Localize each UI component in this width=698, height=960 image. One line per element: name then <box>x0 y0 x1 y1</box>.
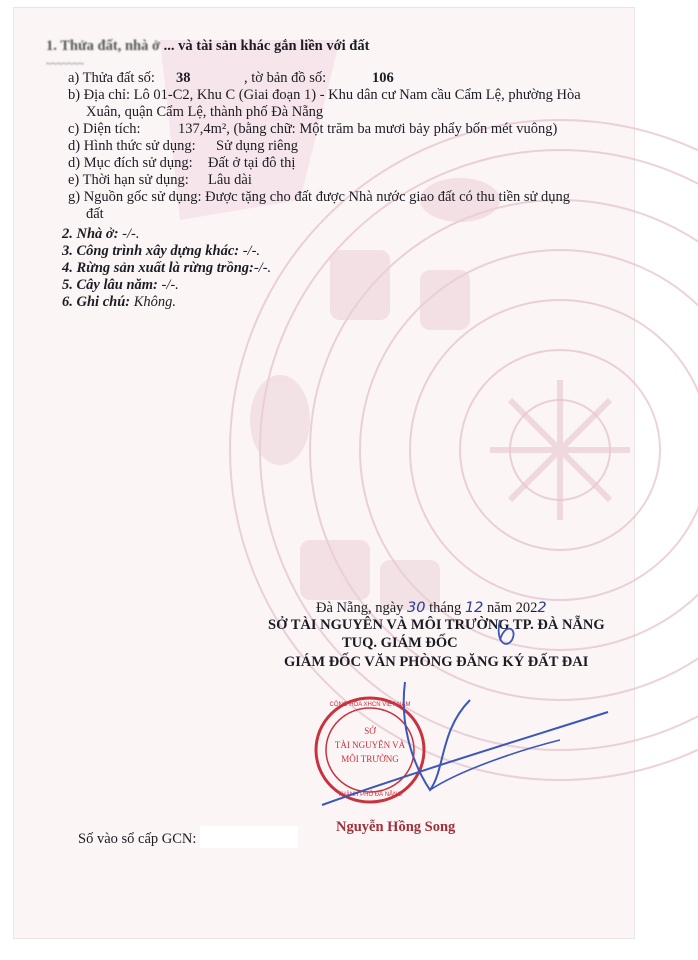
section-forest: 4. Rừng sản xuất là rừng trồng:-/-. <box>62 260 272 276</box>
redacted-register-number <box>200 826 298 848</box>
address-line-1: b) Địa chỉ: Lô 01-C2, Khu C (Giai đoạn 1) - Khu dân cư Nam cầu Cẩm Lệ, phường Hòa <box>68 87 581 103</box>
svg-text:THÀNH PHỐ ĐÀ NẴNG: THÀNH PHỐ ĐÀ NẴNG <box>337 792 403 798</box>
section-other-construction: 3. Công trình xây dựng khác: -/-. <box>62 243 261 259</box>
issue-date: Đà Nẵng, ngày 30 tháng 12 năm 2022 <box>316 600 547 616</box>
header-blurred-subline: ~~~~~~~ <box>46 59 84 70</box>
svg-text:SỞ: SỞ <box>364 726 376 736</box>
svg-text:CỘNG HÒA XHCN VIỆT NAM: CỘNG HÒA XHCN VIỆT NAM <box>329 702 411 708</box>
map-sheet-label: , tờ bản đồ số: <box>244 70 327 86</box>
usage-purpose-label: d) Mục đích sử dụng: <box>68 155 193 171</box>
gcn-register-label: Số vào sổ cấp GCN: <box>78 831 197 847</box>
usage-term-value: Lâu dài <box>208 172 252 188</box>
svg-text:TÀI NGUYÊN VÀ: TÀI NGUYÊN VÀ <box>334 740 406 750</box>
signer-role: GIÁM ĐỐC VĂN PHÒNG ĐĂNG KÝ ĐẤT ĐAI <box>284 654 589 670</box>
section-perennial-trees: 5. Cây lâu năm: -/-. <box>62 277 179 293</box>
plot-number-label: a) Thửa đất số: <box>68 70 155 86</box>
header-text: ... và tài sản khác gắn liền với đất <box>163 38 370 54</box>
tuq-title: TUQ. GIÁM ĐỐC <box>342 635 458 651</box>
usage-form-value: Sử dụng riêng <box>216 138 298 154</box>
svg-text:MÔI TRƯỜNG: MÔI TRƯỜNG <box>341 754 399 764</box>
origin-line-2: đất <box>86 206 104 222</box>
section-house: 2. Nhà ở: -/-. <box>62 226 140 242</box>
issuing-organization: SỞ TÀI NGUYÊN VÀ MÔI TRƯỜNG TP. ĐÀ NẴNG <box>268 617 605 633</box>
signer-name: Nguyễn Hồng Song <box>336 819 456 835</box>
usage-purpose-value: Đất ở tại đô thị <box>208 155 296 171</box>
usage-term-label: e) Thời hạn sử dụng: <box>68 172 189 188</box>
origin-line-1: g) Nguồn gốc sử dụng: Được tặng cho đất được Nhà nước giao đất có thu tiền sử dụng <box>68 189 571 205</box>
area-value: 137,4m², (bằng chữ: Một trăm ba mươi bảy phẩy bốn mét vuông) <box>178 121 558 137</box>
plot-number-value: 38 <box>176 70 191 86</box>
header-blurred-start: 1. Thửa đất, nhà ở <box>46 38 160 54</box>
map-sheet-value: 106 <box>372 70 394 86</box>
area-label: c) Diện tích: <box>68 121 141 137</box>
section-notes: 6. Ghi chú: Không. <box>62 294 177 310</box>
address-line-2: Xuân, quận Cẩm Lệ, thành phố Đà Nẵng <box>86 104 324 120</box>
usage-form-label: d) Hình thức sử dụng: <box>68 138 196 154</box>
